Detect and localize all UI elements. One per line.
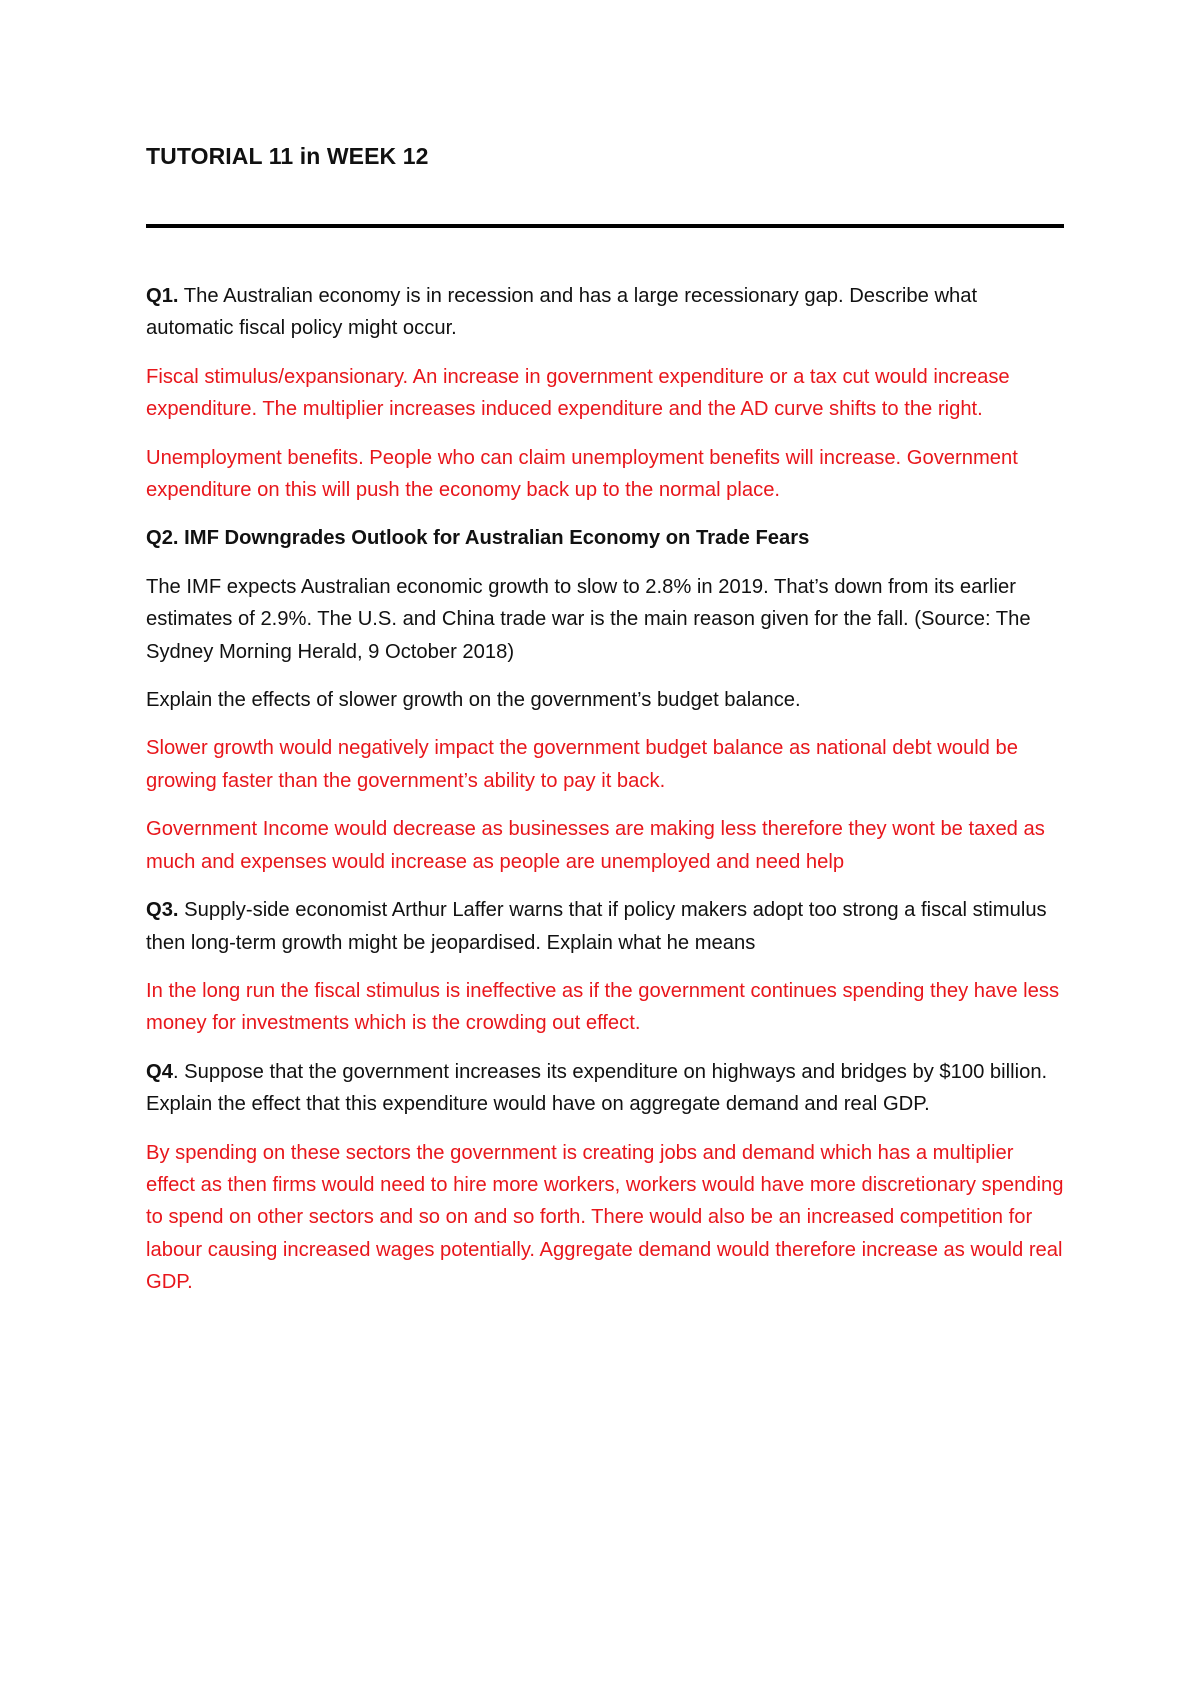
q3-answer: In the long run the fiscal stimulus is ineffective as if the government continues spending they have less money for investments which is the crowding out effect. bbox=[146, 979, 1060, 1035]
q1-answer-1: Fiscal stimulus/expansionary. An increase in government expenditure or a tax cut would increase expenditure. The multiplier increases induced expenditure and the AD curve shifts to the right. bbox=[146, 365, 1010, 421]
document-title: TUTORIAL 11 in WEEK 12 bbox=[146, 143, 429, 169]
q2-heading: Q2. IMF Downgrades Outlook for Australian Economy on Trade Fears bbox=[146, 527, 810, 550]
q1-number: Q1. bbox=[146, 285, 179, 307]
q3-number: Q3. bbox=[146, 899, 179, 922]
q1-question-text: The Australian economy is in recession and has a large recessionary gap. Describe what automatic fiscal policy might occur. bbox=[146, 285, 978, 340]
q2-answer-2: Government Income would decrease as businesses are making less therefore they wont be taxed as much and expenses would increase as people are unemployed and need help bbox=[146, 818, 1045, 873]
q4-question-text: . Suppose that the government increases its expenditure on highways and bridges by $100 billion. Explain the effect that this expenditure would have on aggregate demand and real GDP. bbox=[146, 1060, 1048, 1116]
q1-answer-2: Unemployment benefits. People who can claim unemployment benefits will increase. Government expenditure on this will push the economy back up to the normal place. bbox=[146, 446, 1018, 502]
q1-question bbox=[146, 280, 1066, 345]
q3-question-text: Supply-side economist Arthur Laffer warns that if policy makers adopt too strong a fiscal stimulus then long-term growth might be jeopardised. Explain what he means bbox=[146, 899, 1047, 954]
title-divider bbox=[146, 224, 1064, 228]
q2-article: The IMF expects Australian economic growth to slow to 2.8% in 2019. That’s down from its earlier estimates of 2.9%. The U.S. and China trade war is the main reason given for the fall. (Source: The Sydney Morning Herald, 9 October 2018) bbox=[146, 575, 1031, 663]
q2-answer-1: Slower growth would negatively impact the government budget balance as national debt would be growing faster than the government’s ability to pay it back. bbox=[146, 737, 1018, 792]
q4-question bbox=[146, 1056, 1066, 1121]
document-content bbox=[146, 140, 1066, 1315]
q4-number: Q4 bbox=[146, 1060, 173, 1083]
q4-answer: By spending on these sectors the government is creating jobs and demand which has a multiplier effect as then firms would need to hire more workers, workers would have more discretionary spending to spend on other sectors and so on and so forth. There would also be an increased competition for labour causing increased wages potentially. Aggregate demand would therefore increase as would real GDP. bbox=[146, 1141, 1064, 1294]
q2-question: Explain the effects of slower growth on the government’s budget balance. bbox=[146, 689, 801, 712]
q3-question bbox=[146, 894, 1066, 959]
